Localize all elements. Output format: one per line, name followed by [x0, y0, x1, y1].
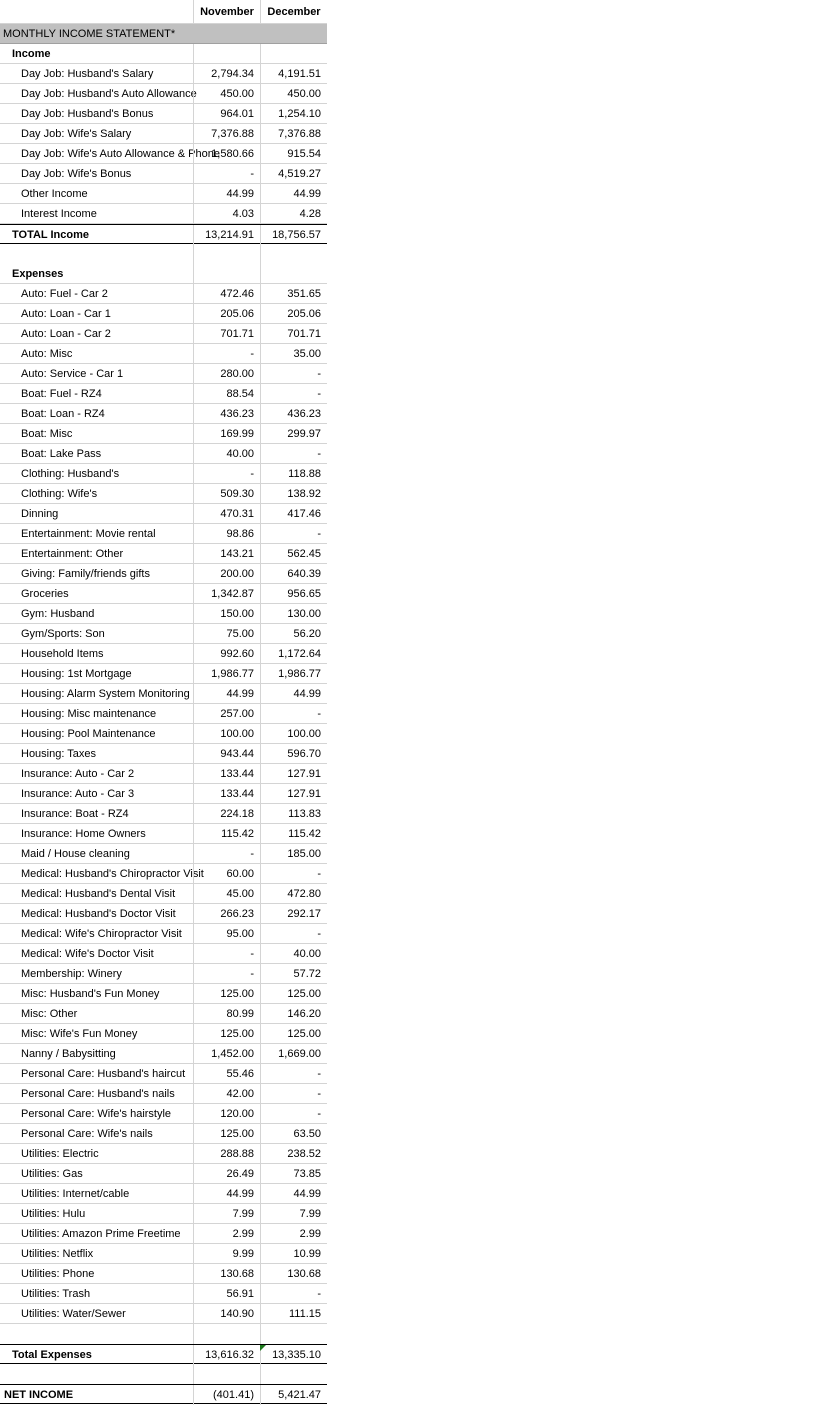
expense-row-nov-cell[interactable]: -	[193, 944, 260, 964]
expense-row-nov-cell[interactable]: 133.44	[193, 764, 260, 784]
expenses-heading-row	[0, 264, 327, 284]
expense-row-label-cell[interactable]: Medical: Husband's Doctor Visit	[21, 908, 176, 920]
expense-row	[0, 924, 327, 944]
expense-row	[0, 704, 327, 724]
expense-row-label-cell[interactable]: Housing: Alarm System Monitoring	[21, 688, 190, 700]
expense-row-nov-cell[interactable]: 436.23	[193, 404, 260, 424]
expense-row-dec-cell[interactable]: 472.80	[260, 884, 327, 904]
expense-row-nov-cell[interactable]: 701.71	[193, 324, 260, 344]
expense-row-nov-cell[interactable]: -	[193, 344, 260, 364]
expense-row-label-cell[interactable]: Medical: Husband's Dental Visit	[21, 888, 176, 900]
expense-row-label-cell[interactable]: Membership: Winery	[21, 968, 122, 980]
expense-row-nov-cell[interactable]: 200.00	[193, 564, 260, 584]
statement-title[interactable]: MONTHLY INCOME STATEMENT*	[3, 28, 176, 40]
expense-row	[0, 824, 327, 844]
income-row-label-cell[interactable]: Day Job: Wife's Salary	[21, 128, 132, 140]
expense-row	[0, 604, 327, 624]
expense-row-label-cell[interactable]: Insurance: Home Owners	[21, 828, 146, 840]
income-row-nov-cell[interactable]: 7,376.88	[193, 124, 260, 144]
expense-row-nov-cell[interactable]: 280.00	[193, 364, 260, 384]
expense-row-dec-cell[interactable]: 292.17	[260, 904, 327, 924]
expense-row-dec-cell[interactable]: 701.71	[260, 324, 327, 344]
blank-row-dec-cell[interactable]	[260, 244, 327, 264]
total-income-row-label-cell[interactable]: TOTAL Income	[12, 229, 90, 241]
expense-row-nov-cell[interactable]: 80.99	[193, 1004, 260, 1024]
expense-row-nov-cell[interactable]: 60.00	[193, 864, 260, 884]
expense-row-label-cell[interactable]: Misc: Other	[21, 1008, 78, 1020]
expense-row	[0, 584, 327, 604]
expense-row	[0, 1184, 327, 1204]
expense-row-dec-cell[interactable]: -	[260, 364, 327, 384]
expense-row-dec-cell[interactable]: 127.91	[260, 784, 327, 804]
net-income-row-dec-cell[interactable]: 5,421.47	[260, 1385, 327, 1405]
corner-cell[interactable]	[0, 0, 193, 24]
expense-row-dec-cell[interactable]: 130.00	[260, 604, 327, 624]
expense-row-label-cell[interactable]: Utilities: Gas	[21, 1168, 83, 1180]
expense-row	[0, 864, 327, 884]
expense-row-dec-cell[interactable]: 436.23	[260, 404, 327, 424]
expense-row-nov-cell[interactable]: 266.23	[193, 904, 260, 924]
expense-row	[0, 544, 327, 564]
expense-row-dec-cell[interactable]: -	[260, 384, 327, 404]
expense-row	[0, 984, 327, 1004]
income-row-nov-cell[interactable]: -	[193, 164, 260, 184]
expense-row-nov-cell[interactable]: 1,452.00	[193, 1044, 260, 1064]
expense-row-label-cell[interactable]: Utilities: Electric	[21, 1148, 99, 1160]
expense-row-label-cell[interactable]: Groceries	[21, 588, 69, 600]
total-income-row	[0, 224, 327, 244]
expense-row	[0, 764, 327, 784]
blank-row	[0, 1364, 327, 1384]
income-row-label-cell[interactable]: Day Job: Husband's Bonus	[21, 108, 154, 120]
header-december[interactable]: December	[260, 0, 327, 24]
income-row-dec-cell[interactable]: 4.28	[260, 204, 327, 224]
expense-row-label-cell[interactable]: Misc: Wife's Fun Money	[21, 1028, 138, 1040]
expense-row	[0, 1104, 327, 1124]
expense-row	[0, 804, 327, 824]
expense-row	[0, 884, 327, 904]
expense-row-nov-cell[interactable]: 257.00	[193, 704, 260, 724]
expense-row-label-cell[interactable]: Insurance: Auto - Car 2	[21, 768, 135, 780]
expense-row-label-cell[interactable]: Utilities: Amazon Prime Freetime	[21, 1228, 181, 1240]
expense-row-nov-cell[interactable]: 9.99	[193, 1244, 260, 1264]
expense-row	[0, 644, 327, 664]
expense-row-nov-cell[interactable]: 40.00	[193, 444, 260, 464]
expense-row-dec-cell[interactable]: -	[260, 1084, 327, 1104]
expense-row	[0, 744, 327, 764]
expense-row-dec-cell[interactable]: 138.92	[260, 484, 327, 504]
expense-row-nov-cell[interactable]: 992.60	[193, 644, 260, 664]
expense-row	[0, 1224, 327, 1244]
expense-row-label-cell[interactable]: Personal Care: Wife's hairstyle	[21, 1108, 172, 1120]
expense-row-label-cell[interactable]: Clothing: Wife's	[21, 488, 98, 500]
expense-row-dec-cell[interactable]: -	[260, 1284, 327, 1304]
expense-row-dec-cell[interactable]: 115.42	[260, 824, 327, 844]
income-row-nov-cell[interactable]: 450.00	[193, 84, 260, 104]
expense-row-label-cell[interactable]: Personal Care: Husband's nails	[21, 1088, 175, 1100]
net-section	[0, 1384, 327, 1404]
expense-row-nov-cell[interactable]: 45.00	[193, 884, 260, 904]
expense-row-dec-cell[interactable]: 111.15	[260, 1304, 327, 1324]
blank-row-dec-cell[interactable]	[260, 1324, 327, 1344]
expense-row-nov-cell[interactable]: 26.49	[193, 1164, 260, 1184]
expense-row-nov-cell[interactable]: 133.44	[193, 784, 260, 804]
expense-row-label-cell[interactable]: Utilities: Internet/cable	[21, 1188, 130, 1200]
expense-row-label-cell[interactable]: Insurance: Boat - RZ4	[21, 808, 129, 820]
expense-row-label-cell[interactable]: Entertainment: Other	[21, 548, 124, 560]
expense-row-dec-cell[interactable]: -	[260, 1064, 327, 1084]
expense-row	[0, 944, 327, 964]
blank-row-label-cell[interactable]	[0, 1324, 193, 1344]
expense-row	[0, 444, 327, 464]
expense-row-dec-cell[interactable]: -	[260, 1104, 327, 1124]
expense-row-dec-cell[interactable]: 127.91	[260, 764, 327, 784]
expense-row-nov-cell[interactable]: 205.06	[193, 304, 260, 324]
net-income-row	[0, 1384, 327, 1404]
expense-row-dec-cell[interactable]: 73.85	[260, 1164, 327, 1184]
header-november[interactable]: November	[193, 0, 260, 24]
income-row-nov-cell[interactable]: 964.01	[193, 104, 260, 124]
income-row-dec-cell[interactable]: 1,254.10	[260, 104, 327, 124]
expense-row-label-cell[interactable]: Personal Care: Husband's haircut	[21, 1068, 186, 1080]
expense-row-nov-cell[interactable]: 509.30	[193, 484, 260, 504]
expense-row-nov-cell[interactable]: 1,986.77	[193, 664, 260, 684]
expense-row-label-cell[interactable]: Auto: Fuel - Car 2	[21, 288, 108, 300]
blank-row-nov-cell[interactable]	[193, 1364, 260, 1384]
income-row	[0, 144, 327, 164]
income-row-dec-cell[interactable]: 44.99	[260, 184, 327, 204]
expense-row-nov-cell[interactable]: 169.99	[193, 424, 260, 444]
expense-section	[0, 264, 327, 1384]
total-income-row-nov-cell[interactable]: 13,214.91	[193, 225, 260, 245]
expenses-heading-row-nov-cell[interactable]	[193, 264, 260, 284]
income-heading-row	[0, 44, 327, 64]
expense-row-dec-cell[interactable]: -	[260, 444, 327, 464]
expense-row-label-cell[interactable]: Utilities: Hulu	[21, 1208, 86, 1220]
expense-row-dec-cell[interactable]: -	[260, 704, 327, 724]
expense-row	[0, 1004, 327, 1024]
income-row-dec-cell[interactable]: 4,191.51	[260, 64, 327, 84]
net-income-row-nov-cell[interactable]: (401.41)	[193, 1385, 260, 1405]
expense-row	[0, 1284, 327, 1304]
expense-row	[0, 684, 327, 704]
expense-row-label-cell[interactable]: Clothing: Husband's	[21, 468, 120, 480]
expense-row-label-cell[interactable]: Maid / House cleaning	[21, 848, 130, 860]
expense-row	[0, 504, 327, 524]
income-row-dec-cell[interactable]: 4,519.27	[260, 164, 327, 184]
expense-row	[0, 1204, 327, 1224]
expense-row-label-cell[interactable]: Misc: Husband's Fun Money	[21, 988, 160, 1000]
expenses-heading-row-label-cell[interactable]: Expenses	[12, 268, 64, 280]
expense-row-nov-cell[interactable]: 98.86	[193, 524, 260, 544]
expense-row-nov-cell[interactable]: 224.18	[193, 804, 260, 824]
expense-row-nov-cell[interactable]: 125.00	[193, 984, 260, 1004]
expense-row	[0, 344, 327, 364]
total-expenses-row-label-cell[interactable]: Total Expenses	[12, 1349, 92, 1361]
expense-row-label-cell[interactable]: Utilities: Water/Sewer	[21, 1308, 126, 1320]
expense-row-label-cell[interactable]: Auto: Service - Car 1	[21, 368, 124, 380]
income-row-nov-cell[interactable]: 44.99	[193, 184, 260, 204]
expense-row-nov-cell[interactable]: -	[193, 964, 260, 984]
expense-row-label-cell[interactable]: Auto: Loan - Car 1	[21, 308, 111, 320]
expense-row-nov-cell[interactable]: 943.44	[193, 744, 260, 764]
expense-row	[0, 1244, 327, 1264]
expense-row-label-cell[interactable]: Utilities: Netflix	[21, 1248, 94, 1260]
expense-row	[0, 1124, 327, 1144]
expense-row-dec-cell[interactable]: 44.99	[260, 684, 327, 704]
expense-row-nov-cell[interactable]: 143.21	[193, 544, 260, 564]
expense-row-nov-cell[interactable]: 7.99	[193, 1204, 260, 1224]
expense-row-nov-cell[interactable]: 125.00	[193, 1024, 260, 1044]
expense-row-label-cell[interactable]: Utilities: Trash	[21, 1288, 91, 1300]
total-expenses-row-nov-cell[interactable]: 13,616.32	[193, 1345, 260, 1365]
expense-row-dec-cell[interactable]: 956.65	[260, 584, 327, 604]
expense-row	[0, 424, 327, 444]
blank-row-label-cell[interactable]	[0, 244, 193, 264]
total-income-row-dec-cell[interactable]: 18,756.57	[260, 225, 327, 245]
expense-row-nov-cell[interactable]: -	[193, 844, 260, 864]
expense-row-dec-cell[interactable]: 640.39	[260, 564, 327, 584]
expense-row-dec-cell[interactable]: 7.99	[260, 1204, 327, 1224]
income-row-label-cell[interactable]: Day Job: Husband's Auto Allowance	[21, 88, 197, 100]
expense-row-dec-cell[interactable]: 125.00	[260, 984, 327, 1004]
income-heading-row-label-cell[interactable]: Income	[12, 48, 51, 60]
expense-row-nov-cell[interactable]: 150.00	[193, 604, 260, 624]
expense-row-dec-cell[interactable]: 185.00	[260, 844, 327, 864]
expense-row	[0, 1044, 327, 1064]
expense-row-dec-cell[interactable]: 56.20	[260, 624, 327, 644]
expense-row-label-cell[interactable]: Dinning	[21, 508, 59, 520]
expense-row-nov-cell[interactable]: 288.88	[193, 1144, 260, 1164]
expense-row-label-cell[interactable]: Housing: Taxes	[21, 748, 97, 760]
expense-row-label-cell[interactable]: Housing: Pool Maintenance	[21, 728, 156, 740]
expense-row-dec-cell[interactable]: 57.72	[260, 964, 327, 984]
expense-row-dec-cell[interactable]: 299.97	[260, 424, 327, 444]
expense-row-label-cell[interactable]: Medical: Husband's Chiropractor Visit	[21, 868, 204, 880]
expense-row-nov-cell[interactable]: 44.99	[193, 1184, 260, 1204]
expense-row-dec-cell[interactable]: 1,986.77	[260, 664, 327, 684]
expense-row-nov-cell[interactable]: 140.90	[193, 1304, 260, 1324]
income-row	[0, 184, 327, 204]
blank-row-dec-cell[interactable]	[260, 1364, 327, 1384]
expense-row-label-cell[interactable]: Insurance: Auto - Car 3	[21, 788, 135, 800]
income-row-nov-cell[interactable]: 4.03	[193, 204, 260, 224]
income-heading-row-dec-cell[interactable]	[260, 44, 327, 64]
expense-row-dec-cell[interactable]: 40.00	[260, 944, 327, 964]
expense-row-dec-cell[interactable]: 351.65	[260, 284, 327, 304]
expense-row-label-cell[interactable]: Personal Care: Wife's nails	[21, 1128, 153, 1140]
income-row	[0, 164, 327, 184]
expense-row-dec-cell[interactable]: 44.99	[260, 1184, 327, 1204]
expense-row-label-cell[interactable]: Nanny / Babysitting	[21, 1048, 116, 1060]
expense-row-dec-cell[interactable]: 417.46	[260, 504, 327, 524]
expense-row	[0, 284, 327, 304]
total-expenses-row	[0, 1344, 327, 1364]
income-row-dec-cell[interactable]: 450.00	[260, 84, 327, 104]
expense-row-dec-cell[interactable]: 10.99	[260, 1244, 327, 1264]
expense-row-nov-cell[interactable]: 55.46	[193, 1064, 260, 1084]
income-row-nov-cell[interactable]: 2,794.34	[193, 64, 260, 84]
expense-row	[0, 664, 327, 684]
expense-row-label-cell[interactable]: Boat: Lake Pass	[21, 448, 102, 460]
expense-row-dec-cell[interactable]: -	[260, 924, 327, 944]
expense-row-label-cell[interactable]: Giving: Family/friends gifts	[21, 568, 150, 580]
column-header-row	[0, 0, 327, 24]
expense-row	[0, 1024, 327, 1044]
expense-row-label-cell[interactable]: Boat: Misc	[21, 428, 73, 440]
expense-row-dec-cell[interactable]: 238.52	[260, 1144, 327, 1164]
expense-row	[0, 1144, 327, 1164]
expense-row-dec-cell[interactable]: 113.83	[260, 804, 327, 824]
title-row	[0, 24, 327, 44]
income-row-nov-cell[interactable]: 1,580.66	[193, 144, 260, 164]
income-statement-sheet	[0, 0, 327, 1404]
income-row-label-cell[interactable]: Day Job: Husband's Salary	[21, 68, 154, 80]
blank-row-nov-cell[interactable]	[193, 1324, 260, 1344]
expense-row-nov-cell[interactable]: 100.00	[193, 724, 260, 744]
expense-row-dec-cell[interactable]: 100.00	[260, 724, 327, 744]
expense-row	[0, 844, 327, 864]
expense-row-nov-cell[interactable]: 470.31	[193, 504, 260, 524]
blank-row-nov-cell[interactable]	[193, 244, 260, 264]
income-row-label-cell[interactable]: Day Job: Wife's Auto Allowance & Phone	[21, 148, 220, 160]
expense-row	[0, 404, 327, 424]
expense-row-nov-cell[interactable]: 125.00	[193, 1124, 260, 1144]
blank-row-label-cell[interactable]	[0, 1364, 193, 1384]
expense-row-nov-cell[interactable]: 95.00	[193, 924, 260, 944]
expense-row-nov-cell[interactable]: 472.46	[193, 284, 260, 304]
expense-row-nov-cell[interactable]: 44.99	[193, 684, 260, 704]
expense-row-dec-cell[interactable]: 2.99	[260, 1224, 327, 1244]
income-row	[0, 84, 327, 104]
income-row-label-cell[interactable]: Other Income	[21, 188, 88, 200]
expense-row-dec-cell[interactable]: 562.45	[260, 544, 327, 564]
income-row-dec-cell[interactable]: 7,376.88	[260, 124, 327, 144]
expense-row	[0, 484, 327, 504]
net-income-row-label-cell[interactable]: NET INCOME	[4, 1389, 74, 1401]
expense-row-label-cell[interactable]: Housing: Misc maintenance	[21, 708, 157, 720]
expense-row	[0, 304, 327, 324]
expense-row-label-cell[interactable]: Entertainment: Movie rental	[21, 528, 156, 540]
cell-comment-indicator-icon	[260, 1345, 266, 1351]
expense-row-label-cell[interactable]: Auto: Misc	[21, 348, 73, 360]
income-row	[0, 64, 327, 84]
expense-row-dec-cell[interactable]: -	[260, 864, 327, 884]
expense-row-nov-cell[interactable]: 130.68	[193, 1264, 260, 1284]
income-row-label-cell[interactable]: Interest Income	[21, 208, 97, 220]
expense-row	[0, 904, 327, 924]
expense-row-label-cell[interactable]: Medical: Wife's Doctor Visit	[21, 948, 154, 960]
expense-row	[0, 384, 327, 404]
expense-row	[0, 1164, 327, 1184]
expense-row-label-cell[interactable]: Household Items	[21, 648, 104, 660]
expense-row-label-cell[interactable]: Auto: Loan - Car 2	[21, 328, 111, 340]
expense-row-label-cell[interactable]: Gym: Husband	[21, 608, 95, 620]
expense-row	[0, 624, 327, 644]
expense-row-nov-cell[interactable]: 120.00	[193, 1104, 260, 1124]
expense-row-dec-cell[interactable]: 125.00	[260, 1024, 327, 1044]
expense-row	[0, 1064, 327, 1084]
expense-row-label-cell[interactable]: Gym/Sports: Son	[21, 628, 105, 640]
expense-row-dec-cell[interactable]: 130.68	[260, 1264, 327, 1284]
expense-row-dec-cell[interactable]: 1,669.00	[260, 1044, 327, 1064]
expense-row	[0, 1264, 327, 1284]
expense-row-label-cell[interactable]: Utilities: Phone	[21, 1268, 95, 1280]
income-row-label-cell[interactable]: Day Job: Wife's Bonus	[21, 168, 132, 180]
expense-row	[0, 784, 327, 804]
expense-row	[0, 964, 327, 984]
expense-row-dec-cell[interactable]: 1,172.64	[260, 644, 327, 664]
income-section	[0, 44, 327, 264]
expense-row	[0, 364, 327, 384]
expenses-heading-row-dec-cell[interactable]	[260, 264, 327, 284]
expense-row-dec-cell[interactable]: 63.50	[260, 1124, 327, 1144]
blank-row	[0, 1324, 327, 1344]
expense-row-dec-cell[interactable]: 205.06	[260, 304, 327, 324]
total-expenses-row-dec-cell[interactable]: 13,335.10	[260, 1345, 327, 1365]
expense-row-nov-cell[interactable]: 2.99	[193, 1224, 260, 1244]
income-row-dec-cell[interactable]: 915.54	[260, 144, 327, 164]
expense-row-dec-cell[interactable]: -	[260, 524, 327, 544]
expense-row	[0, 724, 327, 744]
expense-row	[0, 464, 327, 484]
expense-row-label-cell[interactable]: Housing: 1st Mortgage	[21, 668, 132, 680]
expense-row-dec-cell[interactable]: 146.20	[260, 1004, 327, 1024]
expense-row-nov-cell[interactable]: -	[193, 464, 260, 484]
expense-row-nov-cell[interactable]: 75.00	[193, 624, 260, 644]
expense-row-dec-cell[interactable]: 35.00	[260, 344, 327, 364]
expense-row-dec-cell[interactable]: 596.70	[260, 744, 327, 764]
expense-row-label-cell[interactable]: Boat: Loan - RZ4	[21, 408, 105, 420]
expense-row-dec-cell[interactable]: 118.88	[260, 464, 327, 484]
expense-row	[0, 524, 327, 544]
income-row	[0, 124, 327, 144]
expense-row-nov-cell[interactable]: 42.00	[193, 1084, 260, 1104]
expense-row-nov-cell[interactable]: 88.54	[193, 384, 260, 404]
expense-row-nov-cell[interactable]: 115.42	[193, 824, 260, 844]
blank-row	[0, 244, 327, 264]
income-row	[0, 104, 327, 124]
expense-row-label-cell[interactable]: Medical: Wife's Chiropractor Visit	[21, 928, 182, 940]
income-heading-row-nov-cell[interactable]	[193, 44, 260, 64]
expense-row	[0, 324, 327, 344]
expense-row-nov-cell[interactable]: 1,342.87	[193, 584, 260, 604]
income-row	[0, 204, 327, 224]
expense-row	[0, 564, 327, 584]
expense-row-label-cell[interactable]: Boat: Fuel - RZ4	[21, 388, 102, 400]
expense-row	[0, 1084, 327, 1104]
expense-row	[0, 1304, 327, 1324]
expense-row-nov-cell[interactable]: 56.91	[193, 1284, 260, 1304]
